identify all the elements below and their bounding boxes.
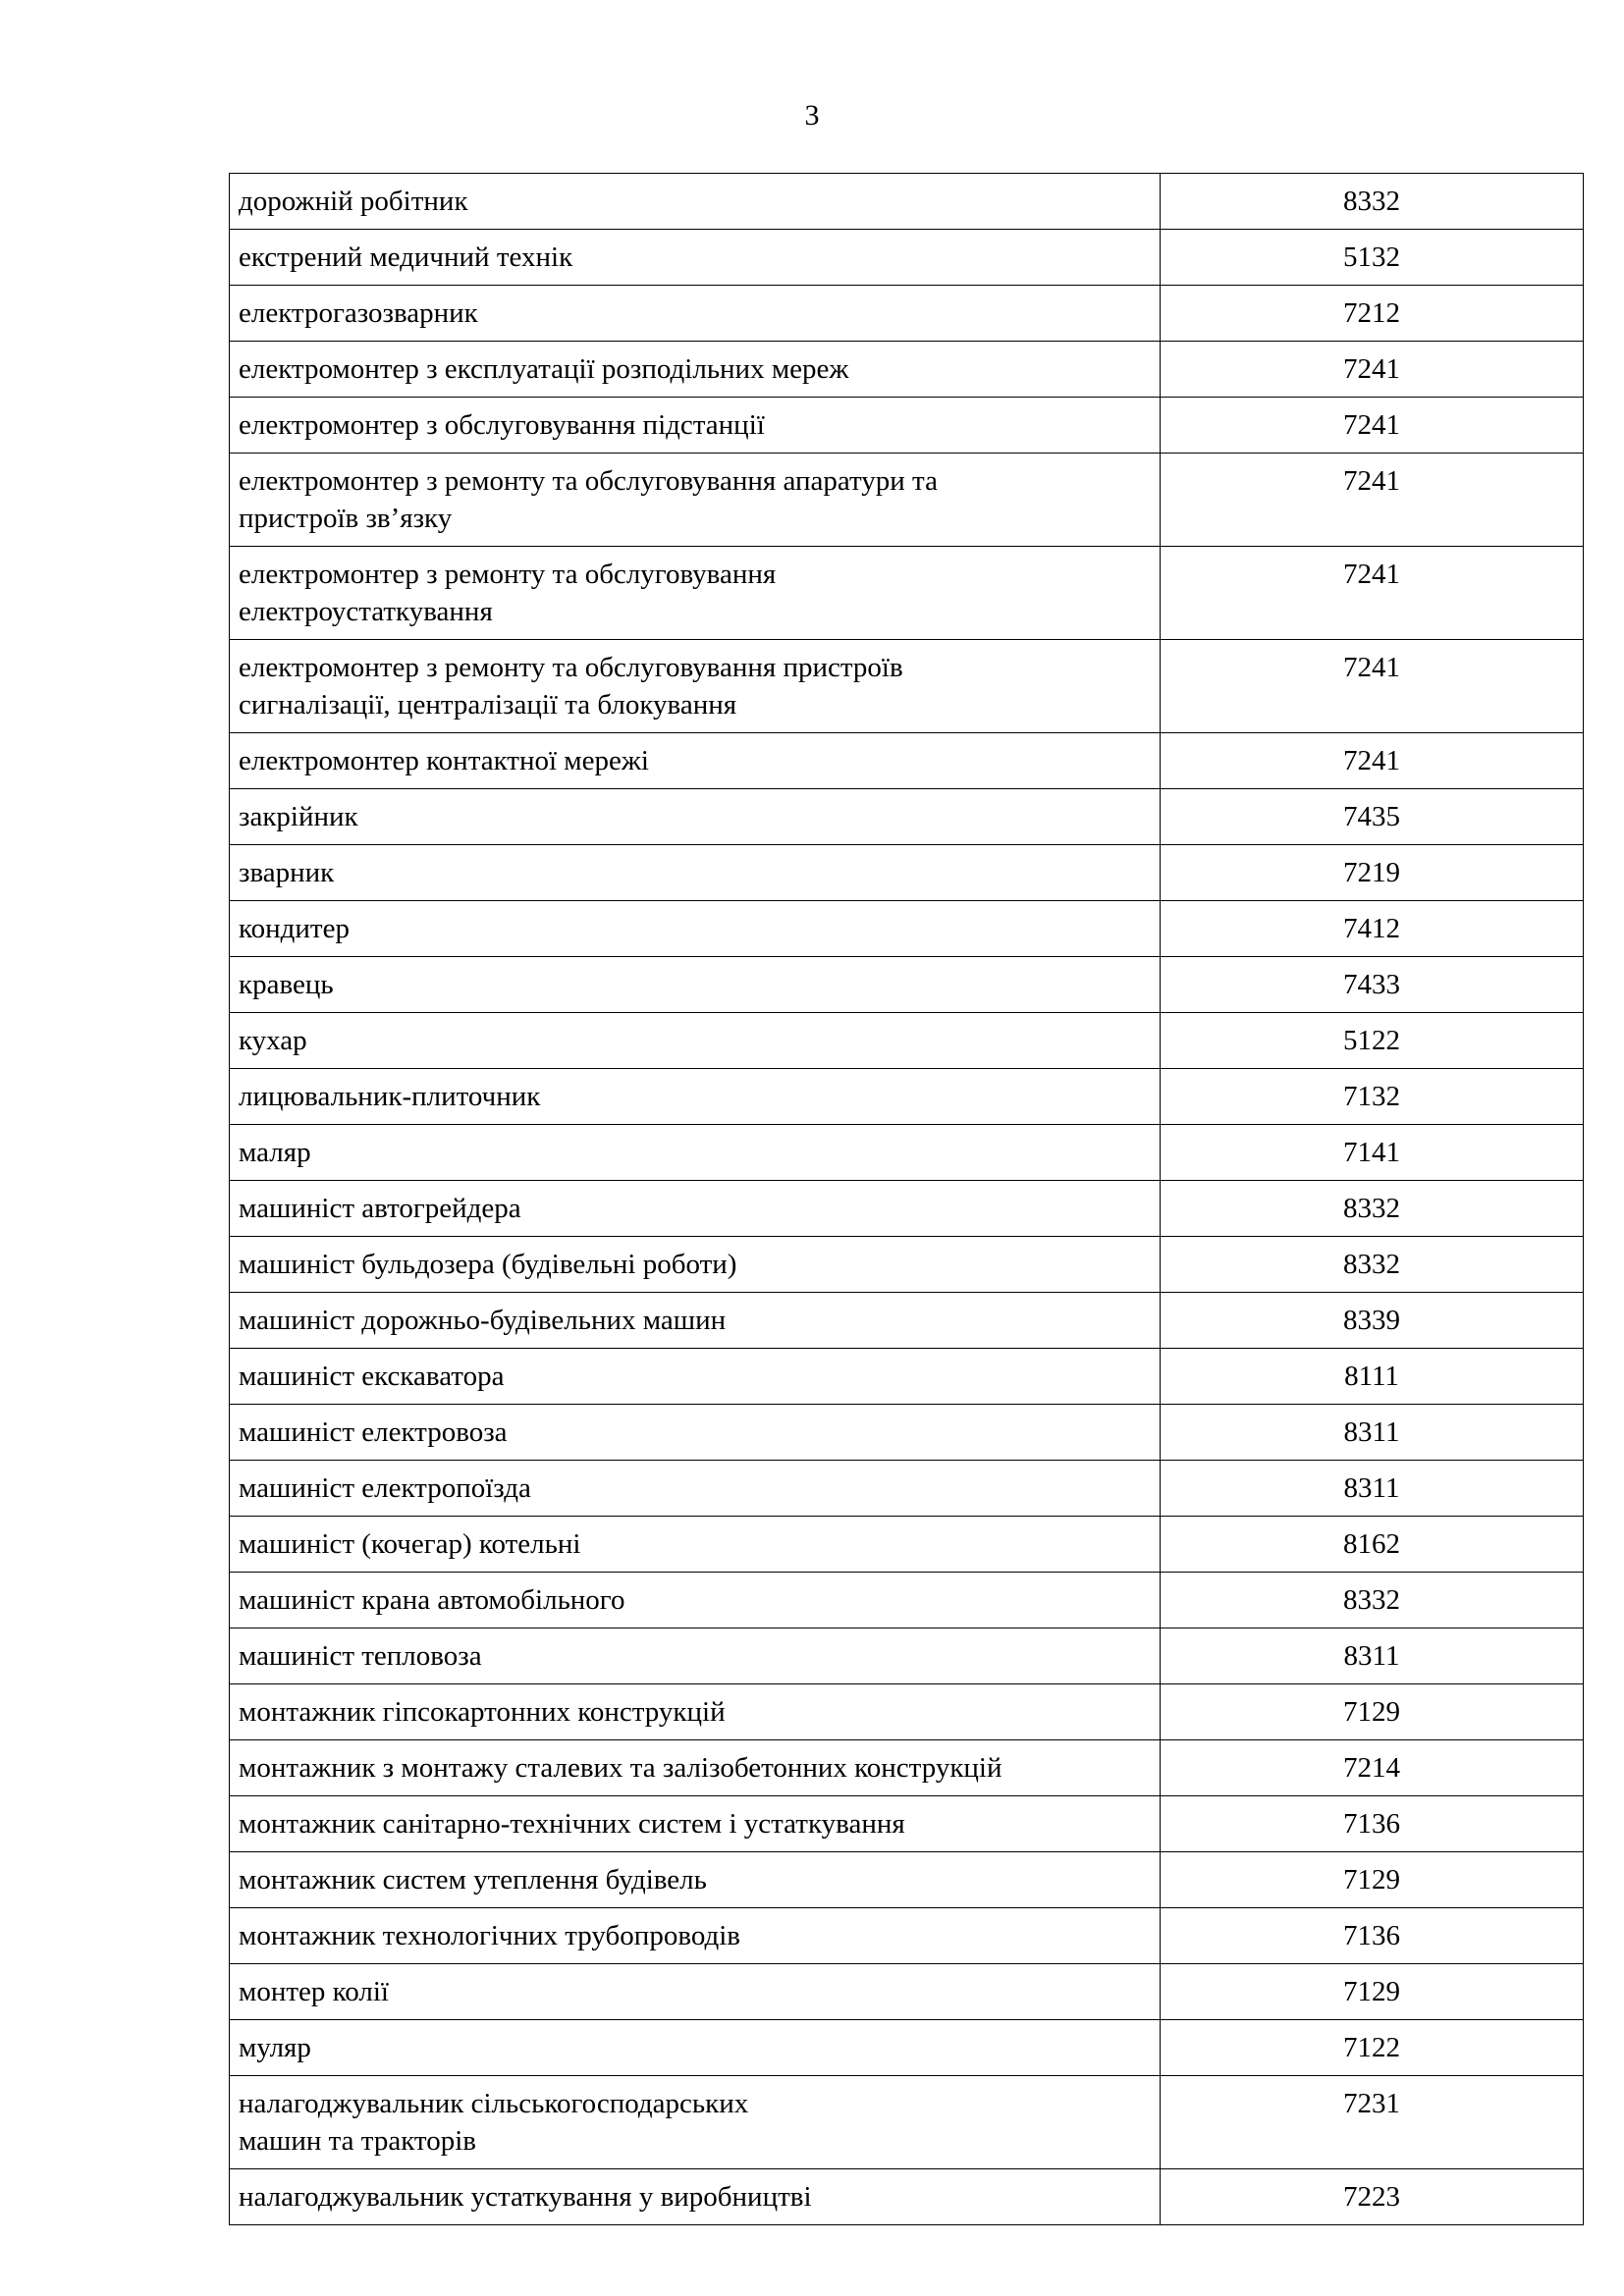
- table-row: [230, 1964, 1584, 2020]
- profession-code-cell: 8311: [1161, 1629, 1584, 1684]
- profession-name-cell: монтажник санітарно-технічних систем і устаткування: [230, 1796, 1161, 1852]
- profession-code-cell: 7122: [1161, 2020, 1584, 2076]
- profession-code-cell: 7241: [1161, 454, 1584, 547]
- table-row: [230, 789, 1584, 845]
- profession-name-cell: машиніст крана автомобільного: [230, 1573, 1161, 1629]
- table-row: [230, 1517, 1584, 1573]
- table-row: [230, 1684, 1584, 1740]
- table-row: [230, 1852, 1584, 1908]
- profession-name-cell: електромонтер з ремонту та обслуговування пристроїв сигналізації, централізації та блокування: [230, 640, 1161, 733]
- table-row: [230, 2020, 1584, 2076]
- table-row: [230, 640, 1584, 733]
- profession-name-cell: монтажник гіпсокартонних конструкцій: [230, 1684, 1161, 1740]
- profession-code-cell: 8311: [1161, 1461, 1584, 1517]
- table-row: [230, 1461, 1584, 1517]
- profession-name-cell: електромонтер з ремонту та обслуговування електроустаткування: [230, 547, 1161, 640]
- profession-code-cell: 7241: [1161, 342, 1584, 398]
- table-row: [230, 286, 1584, 342]
- profession-code-cell: 8339: [1161, 1293, 1584, 1349]
- profession-code-cell: 7129: [1161, 1964, 1584, 2020]
- profession-name-cell: електромонтер з ремонту та обслуговування апаратури та пристроїв зв’язку: [230, 454, 1161, 547]
- profession-name-cell: муляр: [230, 2020, 1161, 2076]
- table-row: [230, 1237, 1584, 1293]
- profession-code-cell: 8332: [1161, 1181, 1584, 1237]
- profession-code-cell: 7241: [1161, 398, 1584, 454]
- profession-code-cell: 8162: [1161, 1517, 1584, 1573]
- table-row: [230, 1293, 1584, 1349]
- profession-code-cell: 7132: [1161, 1069, 1584, 1125]
- table-row: [230, 845, 1584, 901]
- page-number: 3: [804, 99, 820, 132]
- table-body: [230, 174, 1584, 2225]
- table-row: [230, 1796, 1584, 1852]
- profession-name-cell: машиніст електровоза: [230, 1405, 1161, 1461]
- table-row: [230, 174, 1584, 230]
- profession-name-cell: лицювальник-плиточник: [230, 1069, 1161, 1125]
- profession-name-cell: маляр: [230, 1125, 1161, 1181]
- profession-code-cell: 8332: [1161, 174, 1584, 230]
- profession-name-cell: машиніст дорожньо-будівельних машин: [230, 1293, 1161, 1349]
- profession-name-cell: екстрений медичний технік: [230, 230, 1161, 286]
- table-row: [230, 2169, 1584, 2225]
- table-row: [230, 1013, 1584, 1069]
- profession-name-cell: монтер колії: [230, 1964, 1161, 2020]
- table-row: [230, 957, 1584, 1013]
- table-row: [230, 342, 1584, 398]
- table-row: [230, 1629, 1584, 1684]
- profession-code-cell: 5122: [1161, 1013, 1584, 1069]
- table-row: [230, 547, 1584, 640]
- profession-name-cell: монтажник технологічних трубопроводів: [230, 1908, 1161, 1964]
- profession-code-cell: 7129: [1161, 1684, 1584, 1740]
- profession-code-cell: 7241: [1161, 733, 1584, 789]
- profession-code-table: [229, 173, 1584, 2225]
- profession-name-cell: кондитер: [230, 901, 1161, 957]
- profession-name-cell: машиніст екскаватора: [230, 1349, 1161, 1405]
- profession-name-cell: дорожній робітник: [230, 174, 1161, 230]
- table-row: [230, 1405, 1584, 1461]
- table-row: [230, 398, 1584, 454]
- table-row: [230, 2076, 1584, 2169]
- profession-name-cell: закрійник: [230, 789, 1161, 845]
- profession-code-cell: 7136: [1161, 1796, 1584, 1852]
- table-row: [230, 1908, 1584, 1964]
- profession-name-cell: електромонтер з експлуатації розподільних мереж: [230, 342, 1161, 398]
- profession-name-cell: кравець: [230, 957, 1161, 1013]
- profession-code-cell: 7433: [1161, 957, 1584, 1013]
- profession-code-cell: 8111: [1161, 1349, 1584, 1405]
- profession-name-cell: налагоджувальник сільськогосподарських машин та тракторів: [230, 2076, 1161, 2169]
- profession-code-cell: 7129: [1161, 1852, 1584, 1908]
- profession-name-cell: машиніст електропоїзда: [230, 1461, 1161, 1517]
- profession-name-cell: кухар: [230, 1013, 1161, 1069]
- table-row: [230, 1573, 1584, 1629]
- profession-name-cell: монтажник з монтажу сталевих та залізобетонних конструкцій: [230, 1740, 1161, 1796]
- table-row: [230, 1349, 1584, 1405]
- profession-code-cell: 8332: [1161, 1573, 1584, 1629]
- profession-name-cell: машиніст автогрейдера: [230, 1181, 1161, 1237]
- profession-name-cell: машиніст тепловоза: [230, 1629, 1161, 1684]
- profession-name-cell: електрогазозварник: [230, 286, 1161, 342]
- profession-code-cell: 7241: [1161, 640, 1584, 733]
- profession-code-cell: 7214: [1161, 1740, 1584, 1796]
- profession-code-cell: 7223: [1161, 2169, 1584, 2225]
- profession-code-cell: 7241: [1161, 547, 1584, 640]
- table-row: [230, 454, 1584, 547]
- table-row: [230, 901, 1584, 957]
- profession-code-cell: 8332: [1161, 1237, 1584, 1293]
- profession-name-cell: електромонтер з обслуговування підстанції: [230, 398, 1161, 454]
- profession-code-cell: 7219: [1161, 845, 1584, 901]
- profession-code-cell: 8311: [1161, 1405, 1584, 1461]
- profession-name-cell: налагоджувальник устаткування у виробництві: [230, 2169, 1161, 2225]
- profession-name-cell: машиніст бульдозера (будівельні роботи): [230, 1237, 1161, 1293]
- table-row: [230, 1125, 1584, 1181]
- profession-name-cell: зварник: [230, 845, 1161, 901]
- profession-code-cell: 7136: [1161, 1908, 1584, 1964]
- profession-name-cell: машиніст (кочегар) котельні: [230, 1517, 1161, 1573]
- profession-name-cell: монтажник систем утеплення будівель: [230, 1852, 1161, 1908]
- profession-code-cell: 7141: [1161, 1125, 1584, 1181]
- profession-code-cell: 7212: [1161, 286, 1584, 342]
- profession-code-cell: 5132: [1161, 230, 1584, 286]
- profession-code-cell: 7412: [1161, 901, 1584, 957]
- table-row: [230, 230, 1584, 286]
- table-row: [230, 1069, 1584, 1125]
- profession-code-cell: 7231: [1161, 2076, 1584, 2169]
- profession-name-cell: електромонтер контактної мережі: [230, 733, 1161, 789]
- table-row: [230, 1181, 1584, 1237]
- table-row: [230, 1740, 1584, 1796]
- profession-code-cell: 7435: [1161, 789, 1584, 845]
- table-row: [230, 733, 1584, 789]
